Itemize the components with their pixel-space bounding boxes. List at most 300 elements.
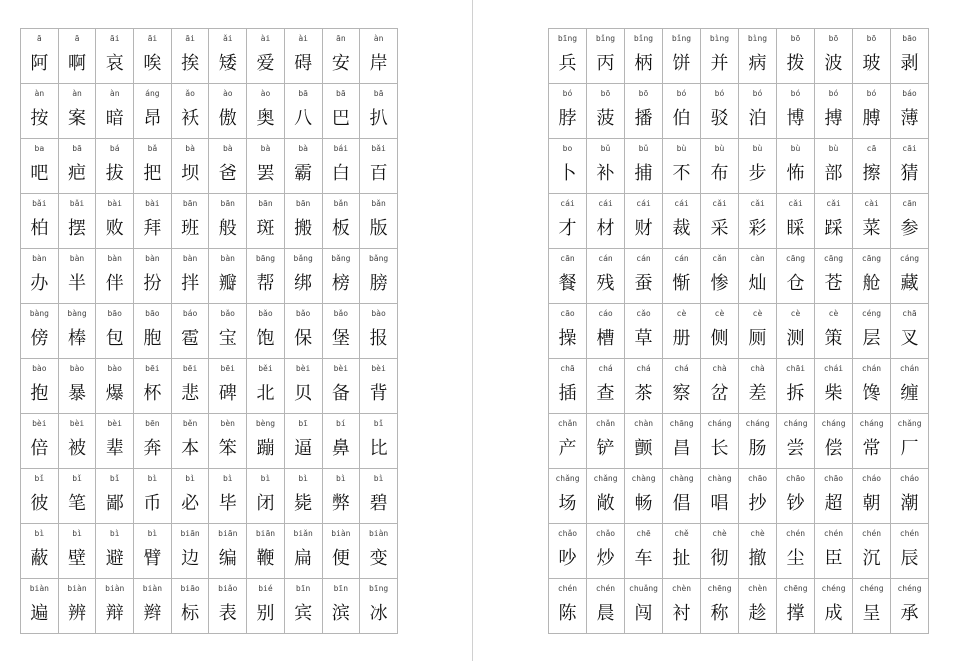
character-cell xyxy=(134,469,172,524)
pinyin-label: cāi xyxy=(902,144,917,153)
hanzi-character: 碑 xyxy=(218,383,237,404)
pinyin-label: bāo xyxy=(107,309,122,318)
hanzi-character: 表 xyxy=(218,603,237,624)
character-cell xyxy=(171,469,209,524)
hanzi-character: 暴 xyxy=(68,383,87,404)
character-cell xyxy=(134,29,172,84)
character-cell xyxy=(891,84,929,139)
pinyin-label: àn xyxy=(72,89,82,98)
character-cell xyxy=(209,139,247,194)
pinyin-label: biān xyxy=(255,529,276,538)
hanzi-character: 搬 xyxy=(294,218,313,239)
character-cell xyxy=(209,414,247,469)
character-cell xyxy=(21,139,59,194)
character-cell xyxy=(247,414,285,469)
character-cell xyxy=(96,469,134,524)
pinyin-label: bèng xyxy=(255,419,276,428)
pinyin-label: chén xyxy=(595,584,616,593)
pinyin-label: bǎi xyxy=(32,199,47,208)
pinyin-label: cè xyxy=(676,309,687,318)
character-cell xyxy=(891,524,929,579)
character-cell xyxy=(360,524,398,579)
pinyin-label: chè xyxy=(750,529,765,538)
pinyin-label: bǐng xyxy=(671,34,692,43)
character-cell xyxy=(853,29,891,84)
grid-row xyxy=(21,579,398,634)
pinyin-label: chén xyxy=(785,529,806,538)
hanzi-character: 惨 xyxy=(710,273,729,294)
character-cell xyxy=(58,579,96,634)
pinyin-label: chǎng xyxy=(555,474,580,483)
grid-row xyxy=(21,139,398,194)
character-cell xyxy=(739,414,777,469)
hanzi-character: 昂 xyxy=(143,108,162,129)
hanzi-character: 吵 xyxy=(558,548,577,569)
character-cell xyxy=(58,29,96,84)
grid-row xyxy=(21,359,398,414)
hanzi-character: 摆 xyxy=(68,218,87,239)
character-cell xyxy=(247,194,285,249)
character-cell xyxy=(21,29,59,84)
hanzi-character: 采 xyxy=(710,218,729,239)
pinyin-label: bào xyxy=(371,309,386,318)
pinyin-label: bà xyxy=(260,144,271,153)
hanzi-character: 尘 xyxy=(786,548,805,569)
character-cell xyxy=(58,139,96,194)
grid-row xyxy=(549,469,929,524)
character-cell xyxy=(322,579,360,634)
hanzi-character: 八 xyxy=(294,108,313,129)
hanzi-character: 唱 xyxy=(710,493,729,514)
hanzi-character: 潮 xyxy=(900,493,919,514)
hanzi-character: 仓 xyxy=(786,273,805,294)
pinyin-label: bǎ xyxy=(147,144,158,153)
character-cell xyxy=(360,304,398,359)
pinyin-label: bì xyxy=(260,474,271,483)
pinyin-label: bō xyxy=(866,34,877,43)
character-cell xyxy=(853,359,891,414)
hanzi-character: 斑 xyxy=(256,218,275,239)
character-cell xyxy=(549,139,587,194)
character-cell xyxy=(58,194,96,249)
pinyin-label: bāng xyxy=(255,254,276,263)
pinyin-label: ā xyxy=(74,34,80,43)
hanzi-character: 拔 xyxy=(105,163,124,184)
pinyin-label: cāo xyxy=(560,309,575,318)
hanzi-character: 壁 xyxy=(68,548,87,569)
character-cell xyxy=(587,29,625,84)
hanzi-character: 臣 xyxy=(824,548,843,569)
grid-row xyxy=(21,249,398,304)
pinyin-label: bó xyxy=(828,89,839,98)
hanzi-character: 惭 xyxy=(672,273,691,294)
hanzi-character: 拆 xyxy=(786,383,805,404)
character-cell xyxy=(625,29,663,84)
character-cell xyxy=(625,579,663,634)
pinyin-label: cháng xyxy=(859,419,884,428)
pinyin-label: cháng xyxy=(821,419,846,428)
pinyin-label: bàn xyxy=(220,254,235,263)
pinyin-label: cǎn xyxy=(712,254,727,263)
pinyin-label: bī xyxy=(298,419,308,428)
pinyin-label: chéng xyxy=(897,584,922,593)
character-cell xyxy=(739,139,777,194)
right-page xyxy=(548,28,929,634)
pinyin-label: chèn xyxy=(671,584,692,593)
pinyin-label: bǎng xyxy=(368,254,389,263)
hanzi-character: 鄙 xyxy=(105,493,124,514)
pinyin-label: bì xyxy=(336,474,346,483)
hanzi-character: 睬 xyxy=(786,218,805,239)
pinyin-label: bàn xyxy=(107,254,122,263)
hanzi-character: 傍 xyxy=(30,328,49,349)
hanzi-character: 布 xyxy=(710,163,729,184)
grid-row xyxy=(21,469,398,524)
character-cell xyxy=(587,524,625,579)
pinyin-label: bāo xyxy=(902,34,917,43)
character-cell xyxy=(701,29,739,84)
character-cell xyxy=(891,469,929,524)
hanzi-character: 偿 xyxy=(824,438,843,459)
character-cell xyxy=(701,469,739,524)
pinyin-label: bá xyxy=(109,144,120,153)
pinyin-label: chái xyxy=(823,364,844,373)
pinyin-label: chán xyxy=(899,364,920,373)
character-cell xyxy=(21,579,59,634)
hanzi-character: 操 xyxy=(558,328,577,349)
pinyin-label: bì xyxy=(185,474,195,483)
hanzi-character: 昌 xyxy=(672,438,691,459)
pinyin-label: bó xyxy=(676,89,687,98)
pinyin-label: chǎn xyxy=(595,419,616,428)
hanzi-character: 称 xyxy=(710,603,729,624)
character-cell xyxy=(663,29,701,84)
pinyin-label: àn xyxy=(373,34,384,43)
character-cell xyxy=(284,359,322,414)
hanzi-character: 察 xyxy=(672,383,691,404)
character-cell xyxy=(360,579,398,634)
pinyin-label: bó xyxy=(790,89,801,98)
character-cell xyxy=(549,469,587,524)
character-cell xyxy=(549,414,587,469)
pinyin-label: biàn xyxy=(67,584,87,593)
character-cell xyxy=(663,249,701,304)
character-cell xyxy=(247,249,285,304)
pinyin-label: bǎn xyxy=(371,199,386,208)
grid-row xyxy=(549,524,929,579)
pinyin-label: bǎi xyxy=(69,199,85,208)
character-cell xyxy=(58,84,96,139)
pinyin-label: bào xyxy=(69,364,85,373)
hanzi-character: 泊 xyxy=(748,108,767,129)
hanzi-character: 扒 xyxy=(369,108,388,129)
hanzi-character: 抄 xyxy=(748,493,767,514)
hanzi-character: 策 xyxy=(824,328,843,349)
hanzi-character: 茶 xyxy=(634,383,653,404)
character-cell xyxy=(701,304,739,359)
hanzi-character: 柴 xyxy=(824,383,843,404)
hanzi-character: 报 xyxy=(369,328,388,349)
character-cell xyxy=(625,414,663,469)
pinyin-label: bèi xyxy=(32,419,47,428)
character-cell xyxy=(777,469,815,524)
pinyin-label: chá xyxy=(598,364,613,373)
character-cell xyxy=(549,84,587,139)
pinyin-label: biàn xyxy=(331,529,351,538)
pinyin-label: bù xyxy=(828,144,839,153)
hanzi-character: 贝 xyxy=(294,383,313,404)
pinyin-label: bā xyxy=(72,144,82,153)
character-cell xyxy=(549,194,587,249)
character-cell xyxy=(815,84,853,139)
left-page xyxy=(20,28,398,634)
character-cell xyxy=(815,414,853,469)
character-cell xyxy=(322,524,360,579)
character-cell xyxy=(58,359,96,414)
character-cell xyxy=(284,29,322,84)
hanzi-character: 病 xyxy=(748,53,767,74)
character-cell xyxy=(58,524,96,579)
pinyin-label: bàn xyxy=(182,254,198,263)
character-cell xyxy=(625,139,663,194)
pinyin-label: bù xyxy=(676,144,687,153)
hanzi-character: 矮 xyxy=(218,53,237,74)
pinyin-label: chāo xyxy=(823,474,844,483)
hanzi-character: 岸 xyxy=(369,53,388,74)
pinyin-label: biāo xyxy=(180,584,200,593)
hanzi-character: 博 xyxy=(786,108,805,129)
pinyin-label: chá xyxy=(674,364,689,373)
hanzi-character: 常 xyxy=(862,438,881,459)
character-cell xyxy=(739,579,777,634)
pinyin-label: biàn xyxy=(29,584,49,593)
pinyin-label: cháng xyxy=(707,419,732,428)
hanzi-character: 驳 xyxy=(710,108,729,129)
character-cell xyxy=(284,579,322,634)
pinyin-label: bào xyxy=(107,364,122,373)
character-cell xyxy=(701,139,739,194)
pinyin-label: bān xyxy=(220,199,235,208)
hanzi-character: 饱 xyxy=(256,328,275,349)
character-cell xyxy=(891,304,929,359)
pinyin-label: chǎo xyxy=(557,529,578,538)
pinyin-label: bù xyxy=(752,144,763,153)
pinyin-label: bù xyxy=(714,144,725,153)
hanzi-character: 颤 xyxy=(634,438,653,459)
pinyin-label: běi xyxy=(258,364,273,373)
character-cell xyxy=(96,524,134,579)
pinyin-label: bì xyxy=(147,474,158,483)
hanzi-character: 标 xyxy=(181,603,200,624)
pinyin-label: cháng xyxy=(745,419,770,428)
character-cell xyxy=(549,524,587,579)
hanzi-character: 杯 xyxy=(143,383,162,404)
hanzi-character: 趁 xyxy=(748,603,767,624)
hanzi-character: 袄 xyxy=(181,108,200,129)
hanzi-character: 哀 xyxy=(105,53,124,74)
pinyin-label: chāi xyxy=(785,364,806,373)
pinyin-label: bō xyxy=(600,89,611,98)
pinyin-label: bēi xyxy=(145,364,160,373)
pinyin-label: cè xyxy=(714,309,725,318)
character-cell xyxy=(625,194,663,249)
pinyin-label: bǐ xyxy=(109,474,120,483)
hanzi-character: 卜 xyxy=(558,163,577,184)
pinyin-label: běn xyxy=(182,419,198,428)
hanzi-character: 本 xyxy=(181,438,200,459)
pinyin-label: bó xyxy=(752,89,763,98)
character-cell xyxy=(587,359,625,414)
character-cell xyxy=(134,579,172,634)
character-cell xyxy=(171,139,209,194)
character-cell xyxy=(625,249,663,304)
hanzi-character: 陈 xyxy=(558,603,577,624)
character-cell xyxy=(549,359,587,414)
pinyin-label: bí xyxy=(336,419,346,428)
pinyin-label: cè xyxy=(790,309,801,318)
pinyin-label: bō xyxy=(638,89,649,98)
pinyin-label: chá xyxy=(636,364,651,373)
character-cell xyxy=(171,29,209,84)
pinyin-label: biān xyxy=(180,529,200,538)
pinyin-label: cháo xyxy=(861,474,882,483)
hanzi-character: 编 xyxy=(218,548,237,569)
pinyin-label: bǎo xyxy=(220,309,235,318)
hanzi-character: 肠 xyxy=(748,438,767,459)
hanzi-character: 唉 xyxy=(143,53,162,74)
hanzi-character: 把 xyxy=(143,163,162,184)
hanzi-character: 变 xyxy=(369,548,388,569)
character-cell xyxy=(322,414,360,469)
character-cell xyxy=(663,194,701,249)
character-cell xyxy=(171,414,209,469)
grid-row xyxy=(21,304,398,359)
pinyin-label: càn xyxy=(750,254,765,263)
hanzi-character: 沉 xyxy=(862,548,881,569)
hanzi-character: 差 xyxy=(748,383,767,404)
hanzi-character: 厕 xyxy=(748,328,767,349)
character-cell xyxy=(134,84,172,139)
grid-row xyxy=(549,579,929,634)
character-cell xyxy=(777,29,815,84)
hanzi-character: 炒 xyxy=(596,548,615,569)
character-cell xyxy=(171,359,209,414)
pinyin-label: chèn xyxy=(747,584,768,593)
character-cell xyxy=(21,304,59,359)
character-cell xyxy=(853,194,891,249)
pinyin-label: bīn xyxy=(333,584,349,593)
pinyin-label: bǎo xyxy=(333,309,349,318)
pinyin-label: bèi xyxy=(333,364,349,373)
grid-row xyxy=(549,304,929,359)
pinyin-label: cè xyxy=(752,309,763,318)
character-cell xyxy=(247,469,285,524)
character-cell xyxy=(663,469,701,524)
hanzi-character: 扮 xyxy=(143,273,162,294)
pinyin-label: bào xyxy=(32,364,47,373)
hanzi-character: 车 xyxy=(634,548,653,569)
pinyin-label: bā xyxy=(298,89,308,98)
pinyin-label: cháng xyxy=(783,419,808,428)
hanzi-character: 彻 xyxy=(710,548,729,569)
character-cell xyxy=(21,194,59,249)
hanzi-character: 岔 xyxy=(710,383,729,404)
character-cell xyxy=(777,139,815,194)
pinyin-label: bì xyxy=(222,474,233,483)
pinyin-label: cháo xyxy=(899,474,920,483)
pinyin-label: biàn xyxy=(368,529,389,538)
character-cell xyxy=(587,249,625,304)
hanzi-character: 弊 xyxy=(331,493,350,514)
character-cell xyxy=(777,84,815,139)
pinyin-label: bō xyxy=(828,34,839,43)
pinyin-label: chǎo xyxy=(595,529,616,538)
pinyin-label: chén xyxy=(823,529,844,538)
character-cell xyxy=(891,359,929,414)
character-cell xyxy=(322,194,360,249)
hanzi-character: 安 xyxy=(331,53,350,74)
hanzi-character: 败 xyxy=(105,218,124,239)
pinyin-label: cǎo xyxy=(636,309,651,318)
character-cell xyxy=(247,29,285,84)
pinyin-label: cái xyxy=(560,199,575,208)
hanzi-character: 搏 xyxy=(824,108,843,129)
pinyin-label: chén xyxy=(899,529,920,538)
pinyin-label: āi xyxy=(185,34,195,43)
pinyin-label: bó xyxy=(866,89,877,98)
pinyin-label: bǐ xyxy=(34,474,45,483)
hanzi-character: 榜 xyxy=(331,273,350,294)
pinyin-label: cán xyxy=(598,254,613,263)
character-cell xyxy=(549,304,587,359)
character-cell xyxy=(209,249,247,304)
character-cell xyxy=(284,194,322,249)
hanzi-character: 猜 xyxy=(900,163,919,184)
hanzi-character: 财 xyxy=(634,218,653,239)
hanzi-character: 侧 xyxy=(710,328,729,349)
hanzi-character: 膀 xyxy=(369,273,388,294)
pinyin-label: bèi xyxy=(295,364,311,373)
hanzi-character: 奔 xyxy=(143,438,162,459)
pinyin-label: bān xyxy=(258,199,273,208)
character-cell xyxy=(58,414,96,469)
character-cell xyxy=(853,139,891,194)
hanzi-character: 版 xyxy=(369,218,388,239)
hanzi-character: 撤 xyxy=(748,548,767,569)
hanzi-character: 饼 xyxy=(672,53,691,74)
character-cell xyxy=(853,84,891,139)
character-cell xyxy=(209,84,247,139)
character-cell xyxy=(284,414,322,469)
hanzi-character: 丙 xyxy=(596,53,615,74)
hanzi-character: 测 xyxy=(786,328,805,349)
hanzi-character: 畅 xyxy=(634,493,653,514)
pinyin-label: chàng xyxy=(669,474,694,483)
hanzi-character: 柄 xyxy=(634,53,653,74)
hanzi-character: 层 xyxy=(862,328,881,349)
pinyin-label: cài xyxy=(864,199,879,208)
hanzi-character: 扯 xyxy=(672,548,691,569)
hanzi-character: 般 xyxy=(218,218,237,239)
pinyin-label: chà xyxy=(750,364,765,373)
hanzi-character: 伴 xyxy=(105,273,124,294)
pinyin-label: chā xyxy=(902,309,917,318)
hanzi-character: 避 xyxy=(105,548,124,569)
pinyin-label: bì xyxy=(147,529,158,538)
character-cell xyxy=(587,139,625,194)
pinyin-label: cán xyxy=(636,254,651,263)
character-cell xyxy=(853,414,891,469)
